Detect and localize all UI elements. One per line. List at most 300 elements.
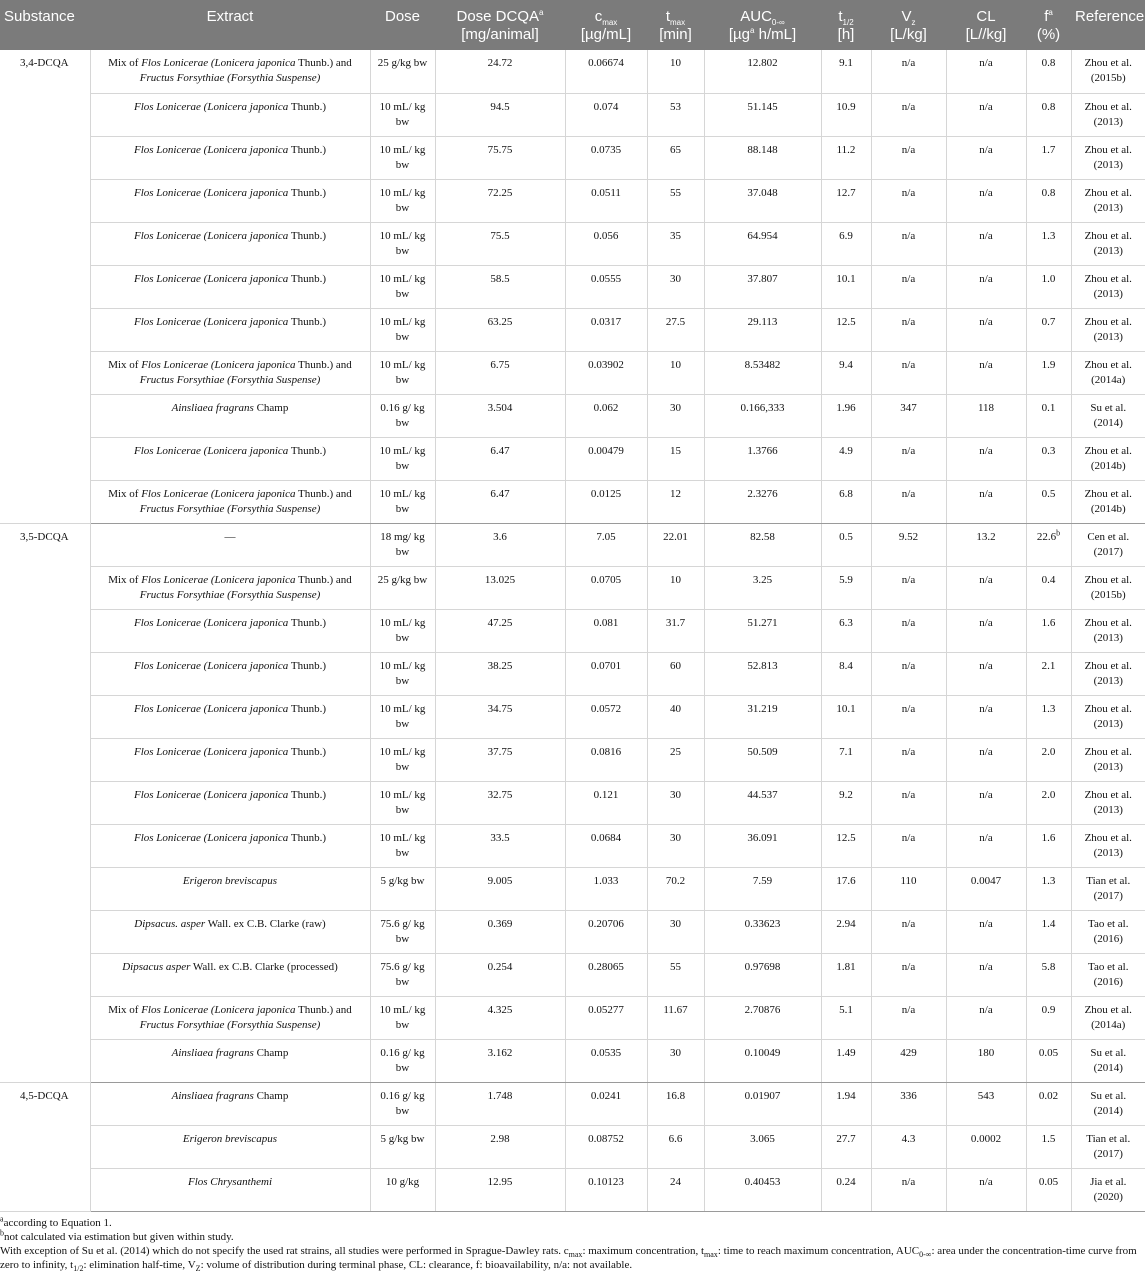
extract-name-italic: Flos Lonicerae (Lonicera japonica	[134, 444, 289, 457]
tmax-cell: 30	[647, 265, 704, 308]
table-row	[0, 179, 1145, 222]
cmax-cell: 0.0535	[565, 1039, 647, 1082]
extract-name-text: Thunb.)	[288, 272, 326, 285]
vz-cell: n/a	[871, 437, 946, 480]
table-row	[0, 1125, 1145, 1168]
cl-cell: n/a	[946, 652, 1026, 695]
f-value: 0.4	[1041, 573, 1056, 586]
col-auc: $AUC_{0-\infty}$ [µg$^a$ h/mL]	[704, 0, 821, 50]
cl-cell: 13.2	[946, 523, 1026, 566]
auc-cell: 2.70876	[704, 996, 821, 1039]
vz-cell: n/a	[871, 738, 946, 781]
col-cmax: $c_{max}$ [µg/mL]	[565, 0, 647, 50]
extract-name-text: Champ	[253, 401, 289, 414]
dose-dcqa-cell: 63.25	[435, 308, 565, 351]
extract-name-text: Mix of	[108, 487, 142, 500]
extract-name-italic: Flos Lonicerae (Lonicera japonica	[134, 659, 289, 672]
extract-name-text: Wall. ex C.B. Clarke (raw)	[205, 917, 326, 930]
tmax-cell: 16.8	[647, 1082, 704, 1125]
t-half-cell: 12.5	[821, 308, 871, 351]
cmax-cell: 0.081	[565, 609, 647, 652]
tmax-cell: 60	[647, 652, 704, 695]
table-row	[0, 781, 1145, 824]
col-dose: Dose	[370, 0, 435, 50]
extract-cell	[90, 781, 370, 824]
cl-cell: n/a	[946, 781, 1026, 824]
table-row	[0, 222, 1145, 265]
vz-cell: n/a	[871, 996, 946, 1039]
cmax-cell: 0.0317	[565, 308, 647, 351]
f-value: 1.4	[1041, 917, 1056, 930]
f-value: 1.6	[1041, 831, 1056, 844]
auc-cell: 44.537	[704, 781, 821, 824]
dose-dcqa-cell: 3.162	[435, 1039, 565, 1082]
dose-cell: 5 g/kg bw	[370, 867, 435, 910]
extract-name-italic: Fructus Forsythiae (Forsythia Suspense)	[139, 1018, 321, 1031]
f-cell	[1026, 265, 1071, 308]
extract-cell	[90, 738, 370, 781]
dose-dcqa-cell: 9.005	[435, 867, 565, 910]
footnote-a: $^a$according to Equation 1.	[0, 1213, 112, 1229]
t-half-cell: 10.1	[821, 695, 871, 738]
col-tmax: $t_{max}$ [min]	[647, 0, 704, 50]
f-value: 2.0	[1041, 788, 1056, 801]
cmax-cell: 0.06674	[565, 50, 647, 93]
auc-cell: 51.145	[704, 93, 821, 136]
extract-name-italic: Flos Lonicerae (Lonicera japonica	[141, 57, 296, 69]
f-cell	[1026, 738, 1071, 781]
extract-cell	[90, 222, 370, 265]
cmax-cell: 0.10123	[565, 1168, 647, 1211]
col-extract: Extract	[90, 0, 370, 50]
table-row	[0, 738, 1145, 781]
dose-cell: 75.6 g/ kg bw	[370, 953, 435, 996]
dose-cell: 75.6 g/ kg bw	[370, 910, 435, 953]
cmax-cell: 0.00479	[565, 437, 647, 480]
extract-name-text: Thunb.)	[288, 186, 326, 199]
cl-cell: 118	[946, 394, 1026, 437]
dose-dcqa-cell: 75.75	[435, 136, 565, 179]
dose-dcqa-cell: 75.5	[435, 222, 565, 265]
cl-cell: 0.0002	[946, 1125, 1026, 1168]
auc-cell: 36.091	[704, 824, 821, 867]
cl-cell: n/a	[946, 437, 1026, 480]
cl-cell: n/a	[946, 136, 1026, 179]
extract-cell	[90, 953, 370, 996]
tmax-cell: 55	[647, 953, 704, 996]
auc-cell: 7.59	[704, 867, 821, 910]
dose-dcqa-cell: 6.47	[435, 480, 565, 523]
col-reference: Reference	[1071, 0, 1145, 50]
f-value: 1.6	[1041, 616, 1056, 629]
f-value: 2.0	[1041, 745, 1056, 758]
f-value: 0.05	[1038, 1046, 1059, 1059]
dose-dcqa-cell: 72.25	[435, 179, 565, 222]
f-cell	[1026, 1125, 1071, 1168]
vz-cell: n/a	[871, 136, 946, 179]
extract-cell	[90, 136, 370, 179]
extract-cell	[90, 179, 370, 222]
f-value: 0.02	[1038, 1089, 1059, 1102]
dose-dcqa-cell: 94.5	[435, 93, 565, 136]
extract-name-italic: Ainsliaea fragrans	[171, 1046, 254, 1059]
extract-name-text: Thunb.)	[288, 143, 326, 156]
col-substance: Substance	[0, 0, 90, 50]
extract-name-italic: Flos Lonicerae (Lonicera japonica	[141, 1003, 296, 1016]
vz-cell: n/a	[871, 222, 946, 265]
cl-cell: n/a	[946, 996, 1026, 1039]
col-t-half: $t_{1/2}$ [h]	[821, 0, 871, 50]
dose-dcqa-cell: 47.25	[435, 609, 565, 652]
reference-cell: Zhou et al. (2013)	[1071, 781, 1145, 824]
extract-name-italic: Fructus Forsythiae (Forsythia Suspense)	[139, 373, 321, 386]
reference-cell: Jia et al. (2020)	[1071, 1168, 1145, 1211]
footnote-note: With exception of Su et al. (2014) which do not specify the used rat strains, all studies were performed in Sprague-Dawley rats. $c_{max}$: maximum concentration, $t_{max}$: time to reach maximum concentration, $AUC_{0-\infty}$: area under the concentration-time curve from zero to infinity, $t_{1/2}$: elimination half-time, $V_Z$: volume of distribution during terminal phase, CL: clearance, f: bioavailability, n/a: not available.	[0, 1244, 1137, 1273]
substance-cell: 3,5-DCQA	[0, 523, 90, 1082]
vz-cell: 9.52	[871, 523, 946, 566]
t-half-cell: 8.4	[821, 652, 871, 695]
t-half-cell: 9.4	[821, 351, 871, 394]
cmax-cell: 0.062	[565, 394, 647, 437]
cmax-cell: 0.056	[565, 222, 647, 265]
extract-name-text: Thunb.)	[288, 315, 326, 328]
extract-name-italic: Fructus Forsythiae (Forsythia Suspense)	[139, 588, 321, 601]
cl-cell: n/a	[946, 222, 1026, 265]
t-half-cell: 5.1	[821, 996, 871, 1039]
table-row	[0, 93, 1145, 136]
f-value: 22.6	[1036, 530, 1057, 543]
dose-dcqa-cell: 13.025	[435, 566, 565, 609]
cl-cell: n/a	[946, 695, 1026, 738]
dose-cell: 25 g/kg bw	[370, 50, 435, 93]
f-value: 0.1	[1041, 401, 1056, 414]
dose-cell: 10 mL/ kg bw	[370, 437, 435, 480]
auc-cell: 0.10049	[704, 1039, 821, 1082]
dose-cell: 10 mL/ kg bw	[370, 351, 435, 394]
f-value: 0.05	[1038, 1175, 1059, 1188]
extract-cell	[90, 50, 370, 93]
tmax-cell: 25	[647, 738, 704, 781]
extract-name-text: Thunb.) and	[295, 1003, 352, 1016]
cmax-cell: 0.05277	[565, 996, 647, 1039]
t-half-cell: 11.2	[821, 136, 871, 179]
vz-cell: n/a	[871, 480, 946, 523]
extract-name-italic: Flos Chrysanthemi	[187, 1175, 273, 1188]
reference-cell: Zhou et al. (2014b)	[1071, 480, 1145, 523]
vz-cell: n/a	[871, 179, 946, 222]
extract-cell	[90, 308, 370, 351]
dose-cell: 10 mL/ kg bw	[370, 308, 435, 351]
cl-cell: n/a	[946, 953, 1026, 996]
f-cell	[1026, 136, 1071, 179]
tmax-cell: 27.5	[647, 308, 704, 351]
vz-cell: n/a	[871, 695, 946, 738]
cmax-cell: 0.0572	[565, 695, 647, 738]
extract-name-text: Thunb.) and	[295, 57, 352, 69]
vz-cell: 110	[871, 867, 946, 910]
extract-name-italic: Flos Lonicerae (Lonicera japonica	[141, 487, 296, 500]
f-cell	[1026, 93, 1071, 136]
extract-name-italic: Flos Lonicerae (Lonicera japonica	[134, 100, 289, 113]
dose-dcqa-cell: 0.254	[435, 953, 565, 996]
extract-cell	[90, 394, 370, 437]
dose-dcqa-cell: 58.5	[435, 265, 565, 308]
t-half-cell: 7.1	[821, 738, 871, 781]
t-half-cell: 0.24	[821, 1168, 871, 1211]
col-dose-dcqa: Dose DCQA$^a$ [mg/animal]	[435, 0, 565, 50]
extract-name-italic: Flos Lonicerae (Lonicera japonica	[134, 229, 289, 242]
tmax-cell: 35	[647, 222, 704, 265]
extract-name-text: Thunb.)	[288, 659, 326, 672]
extract-cell	[90, 265, 370, 308]
table-row	[0, 437, 1145, 480]
reference-cell: Su et al. (2014)	[1071, 1082, 1145, 1125]
auc-cell: 37.807	[704, 265, 821, 308]
auc-cell: 29.113	[704, 308, 821, 351]
table-row	[0, 523, 1145, 566]
extract-name-text: Champ	[253, 1089, 289, 1102]
cmax-cell: 0.0511	[565, 179, 647, 222]
vz-cell: n/a	[871, 652, 946, 695]
extract-name-italic: Flos Lonicerae (Lonicera japonica	[134, 745, 289, 758]
t-half-cell: 5.9	[821, 566, 871, 609]
extract-name-text: Mix of	[108, 1003, 142, 1016]
extract-cell	[90, 1039, 370, 1082]
t-half-cell: 12.7	[821, 179, 871, 222]
dose-dcqa-cell: 2.98	[435, 1125, 565, 1168]
reference-cell: Zhou et al. (2013)	[1071, 179, 1145, 222]
cmax-cell: 0.20706	[565, 910, 647, 953]
reference-cell: Zhou et al. (2013)	[1071, 609, 1145, 652]
reference-cell: Zhou et al. (2013)	[1071, 265, 1145, 308]
dose-dcqa-cell: 6.47	[435, 437, 565, 480]
vz-cell: n/a	[871, 50, 946, 93]
tmax-cell: 22.01	[647, 523, 704, 566]
extract-cell	[90, 1168, 370, 1211]
extract-name-text: Mix of	[108, 57, 142, 69]
tmax-cell: 24	[647, 1168, 704, 1211]
f-cell	[1026, 781, 1071, 824]
cl-cell: n/a	[946, 738, 1026, 781]
cl-cell: 180	[946, 1039, 1026, 1082]
vz-cell: n/a	[871, 265, 946, 308]
cmax-cell: 0.0816	[565, 738, 647, 781]
tmax-cell: 55	[647, 179, 704, 222]
f-footnote-mark: b	[1056, 527, 1061, 537]
extract-name-text: —	[224, 530, 236, 543]
tmax-cell: 30	[647, 824, 704, 867]
tmax-cell: 40	[647, 695, 704, 738]
extract-name-text: Thunb.)	[288, 788, 326, 801]
reference-cell: Su et al. (2014)	[1071, 1039, 1145, 1082]
table-body	[0, 50, 1145, 1211]
auc-cell: 3.25	[704, 566, 821, 609]
dose-cell: 10 mL/ kg bw	[370, 93, 435, 136]
table-row	[0, 609, 1145, 652]
extract-name-italic: Dipsacus asper	[122, 960, 191, 973]
reference-cell: Tao et al. (2016)	[1071, 953, 1145, 996]
table-row	[0, 953, 1145, 996]
cl-cell: n/a	[946, 566, 1026, 609]
vz-cell: 347	[871, 394, 946, 437]
f-cell	[1026, 695, 1071, 738]
t-half-cell: 6.9	[821, 222, 871, 265]
f-value: 1.7	[1041, 143, 1056, 156]
f-cell	[1026, 437, 1071, 480]
f-cell	[1026, 480, 1071, 523]
f-cell	[1026, 910, 1071, 953]
tmax-cell: 10	[647, 566, 704, 609]
dose-cell: 10 mL/ kg bw	[370, 609, 435, 652]
extract-name-italic: Flos Lonicerae (Lonicera japonica	[134, 186, 289, 199]
tmax-cell: 30	[647, 910, 704, 953]
vz-cell: 336	[871, 1082, 946, 1125]
cmax-cell: 7.05	[565, 523, 647, 566]
extract-cell	[90, 996, 370, 1039]
auc-cell: 0.166,333	[704, 394, 821, 437]
t-half-cell: 9.2	[821, 781, 871, 824]
auc-cell: 8.53482	[704, 351, 821, 394]
t-half-cell: 1.49	[821, 1039, 871, 1082]
table-row	[0, 1082, 1145, 1125]
dose-cell: 10 mL/ kg bw	[370, 781, 435, 824]
auc-cell: 2.3276	[704, 480, 821, 523]
extract-name-text: Thunb.)	[288, 616, 326, 629]
cl-cell: n/a	[946, 351, 1026, 394]
cl-cell: n/a	[946, 480, 1026, 523]
reference-cell: Tian et al. (2017)	[1071, 867, 1145, 910]
f-value: 0.8	[1041, 100, 1056, 113]
table-row	[0, 695, 1145, 738]
f-value: 0.8	[1041, 186, 1056, 199]
extract-name-italic: Flos Lonicerae (Lonicera japonica	[134, 702, 289, 715]
f-value: 5.8	[1041, 960, 1056, 973]
cmax-cell: 0.0555	[565, 265, 647, 308]
cmax-cell: 0.03902	[565, 351, 647, 394]
auc-cell: 52.813	[704, 652, 821, 695]
cl-cell: 0.0047	[946, 867, 1026, 910]
extract-cell	[90, 93, 370, 136]
extract-cell	[90, 1125, 370, 1168]
reference-cell: Su et al. (2014)	[1071, 394, 1145, 437]
t-half-cell: 0.5	[821, 523, 871, 566]
f-value: 1.3	[1041, 874, 1056, 887]
table-row	[0, 566, 1145, 609]
reference-cell: Zhou et al. (2014b)	[1071, 437, 1145, 480]
vz-cell: n/a	[871, 953, 946, 996]
table-row	[0, 1168, 1145, 1211]
f-cell	[1026, 953, 1071, 996]
t-half-cell: 2.94	[821, 910, 871, 953]
t-half-cell: 10.9	[821, 93, 871, 136]
extract-name-italic: Flos Lonicerae (Lonicera japonica	[134, 831, 289, 844]
vz-cell: n/a	[871, 1168, 946, 1211]
reference-cell: Zhou et al. (2014a)	[1071, 351, 1145, 394]
dose-cell: 10 mL/ kg bw	[370, 824, 435, 867]
f-cell	[1026, 566, 1071, 609]
f-cell	[1026, 394, 1071, 437]
dose-cell: 10 mL/ kg bw	[370, 222, 435, 265]
cl-cell: n/a	[946, 308, 1026, 351]
auc-cell: 50.509	[704, 738, 821, 781]
dose-cell: 25 g/kg bw	[370, 566, 435, 609]
dose-cell: 0.16 g/ kg bw	[370, 1082, 435, 1125]
auc-cell: 64.954	[704, 222, 821, 265]
f-value: 0.9	[1041, 1003, 1056, 1016]
reference-cell: Zhou et al. (2013)	[1071, 652, 1145, 695]
extract-name-text: Mix of	[108, 573, 142, 586]
reference-cell: Zhou et al. (2015b)	[1071, 50, 1145, 93]
table-row	[0, 996, 1145, 1039]
f-cell	[1026, 609, 1071, 652]
vz-cell: 429	[871, 1039, 946, 1082]
cl-cell: n/a	[946, 824, 1026, 867]
t-half-cell: 1.94	[821, 1082, 871, 1125]
dose-cell: 10 mL/ kg bw	[370, 480, 435, 523]
extract-name-text: Thunb.)	[288, 444, 326, 457]
extract-name-text: Thunb.)	[288, 702, 326, 715]
table-row	[0, 824, 1145, 867]
f-value: 0.3	[1041, 444, 1056, 457]
dose-cell: 18 mg/ kg bw	[370, 523, 435, 566]
tmax-cell: 6.6	[647, 1125, 704, 1168]
f-cell	[1026, 652, 1071, 695]
dose-dcqa-cell: 32.75	[435, 781, 565, 824]
extract-name-text: Thunb.)	[288, 831, 326, 844]
reference-cell: Tao et al. (2016)	[1071, 910, 1145, 953]
cl-cell: 543	[946, 1082, 1026, 1125]
dose-dcqa-cell: 12.95	[435, 1168, 565, 1211]
tmax-cell: 11.67	[647, 996, 704, 1039]
dose-cell: 0.16 g/ kg bw	[370, 394, 435, 437]
extract-cell	[90, 351, 370, 394]
extract-cell	[90, 695, 370, 738]
extract-name-italic: Ainsliaea fragrans	[171, 1089, 254, 1102]
dose-dcqa-cell: 3.504	[435, 394, 565, 437]
extract-name-italic: Fructus Forsythiae (Forsythia Suspense)	[139, 72, 321, 84]
f-value: 0.8	[1041, 57, 1056, 69]
cmax-cell: 0.0735	[565, 136, 647, 179]
t-half-cell: 27.7	[821, 1125, 871, 1168]
extract-cell	[90, 1082, 370, 1125]
extract-name-text: Thunb.)	[288, 229, 326, 242]
extract-name-italic: Dipsacus. asper	[134, 917, 206, 930]
cmax-cell: 0.121	[565, 781, 647, 824]
extract-name-text: Thunb.)	[288, 100, 326, 113]
tmax-cell: 31.7	[647, 609, 704, 652]
f-cell	[1026, 1082, 1071, 1125]
f-value: 0.5	[1041, 487, 1056, 500]
vz-cell: n/a	[871, 351, 946, 394]
f-value: 1.5	[1041, 1132, 1056, 1145]
f-value: 1.9	[1041, 358, 1056, 371]
auc-cell: 37.048	[704, 179, 821, 222]
extract-name-italic: Flos Lonicerae (Lonicera japonica	[134, 143, 289, 156]
extract-name-italic: Erigeron breviscapus	[182, 874, 278, 887]
extract-name-text: Wall. ex C.B. Clarke (processed)	[190, 960, 338, 973]
t-half-cell: 17.6	[821, 867, 871, 910]
f-cell	[1026, 308, 1071, 351]
f-cell	[1026, 824, 1071, 867]
cmax-cell: 1.033	[565, 867, 647, 910]
f-value: 1.3	[1041, 702, 1056, 715]
table-row	[0, 910, 1145, 953]
auc-cell: 31.219	[704, 695, 821, 738]
extract-name-text: Thunb.) and	[295, 358, 352, 371]
extract-name-italic: Flos Lonicerae (Lonicera japonica	[141, 358, 296, 371]
dose-cell: 0.16 g/ kg bw	[370, 1039, 435, 1082]
vz-cell: n/a	[871, 93, 946, 136]
